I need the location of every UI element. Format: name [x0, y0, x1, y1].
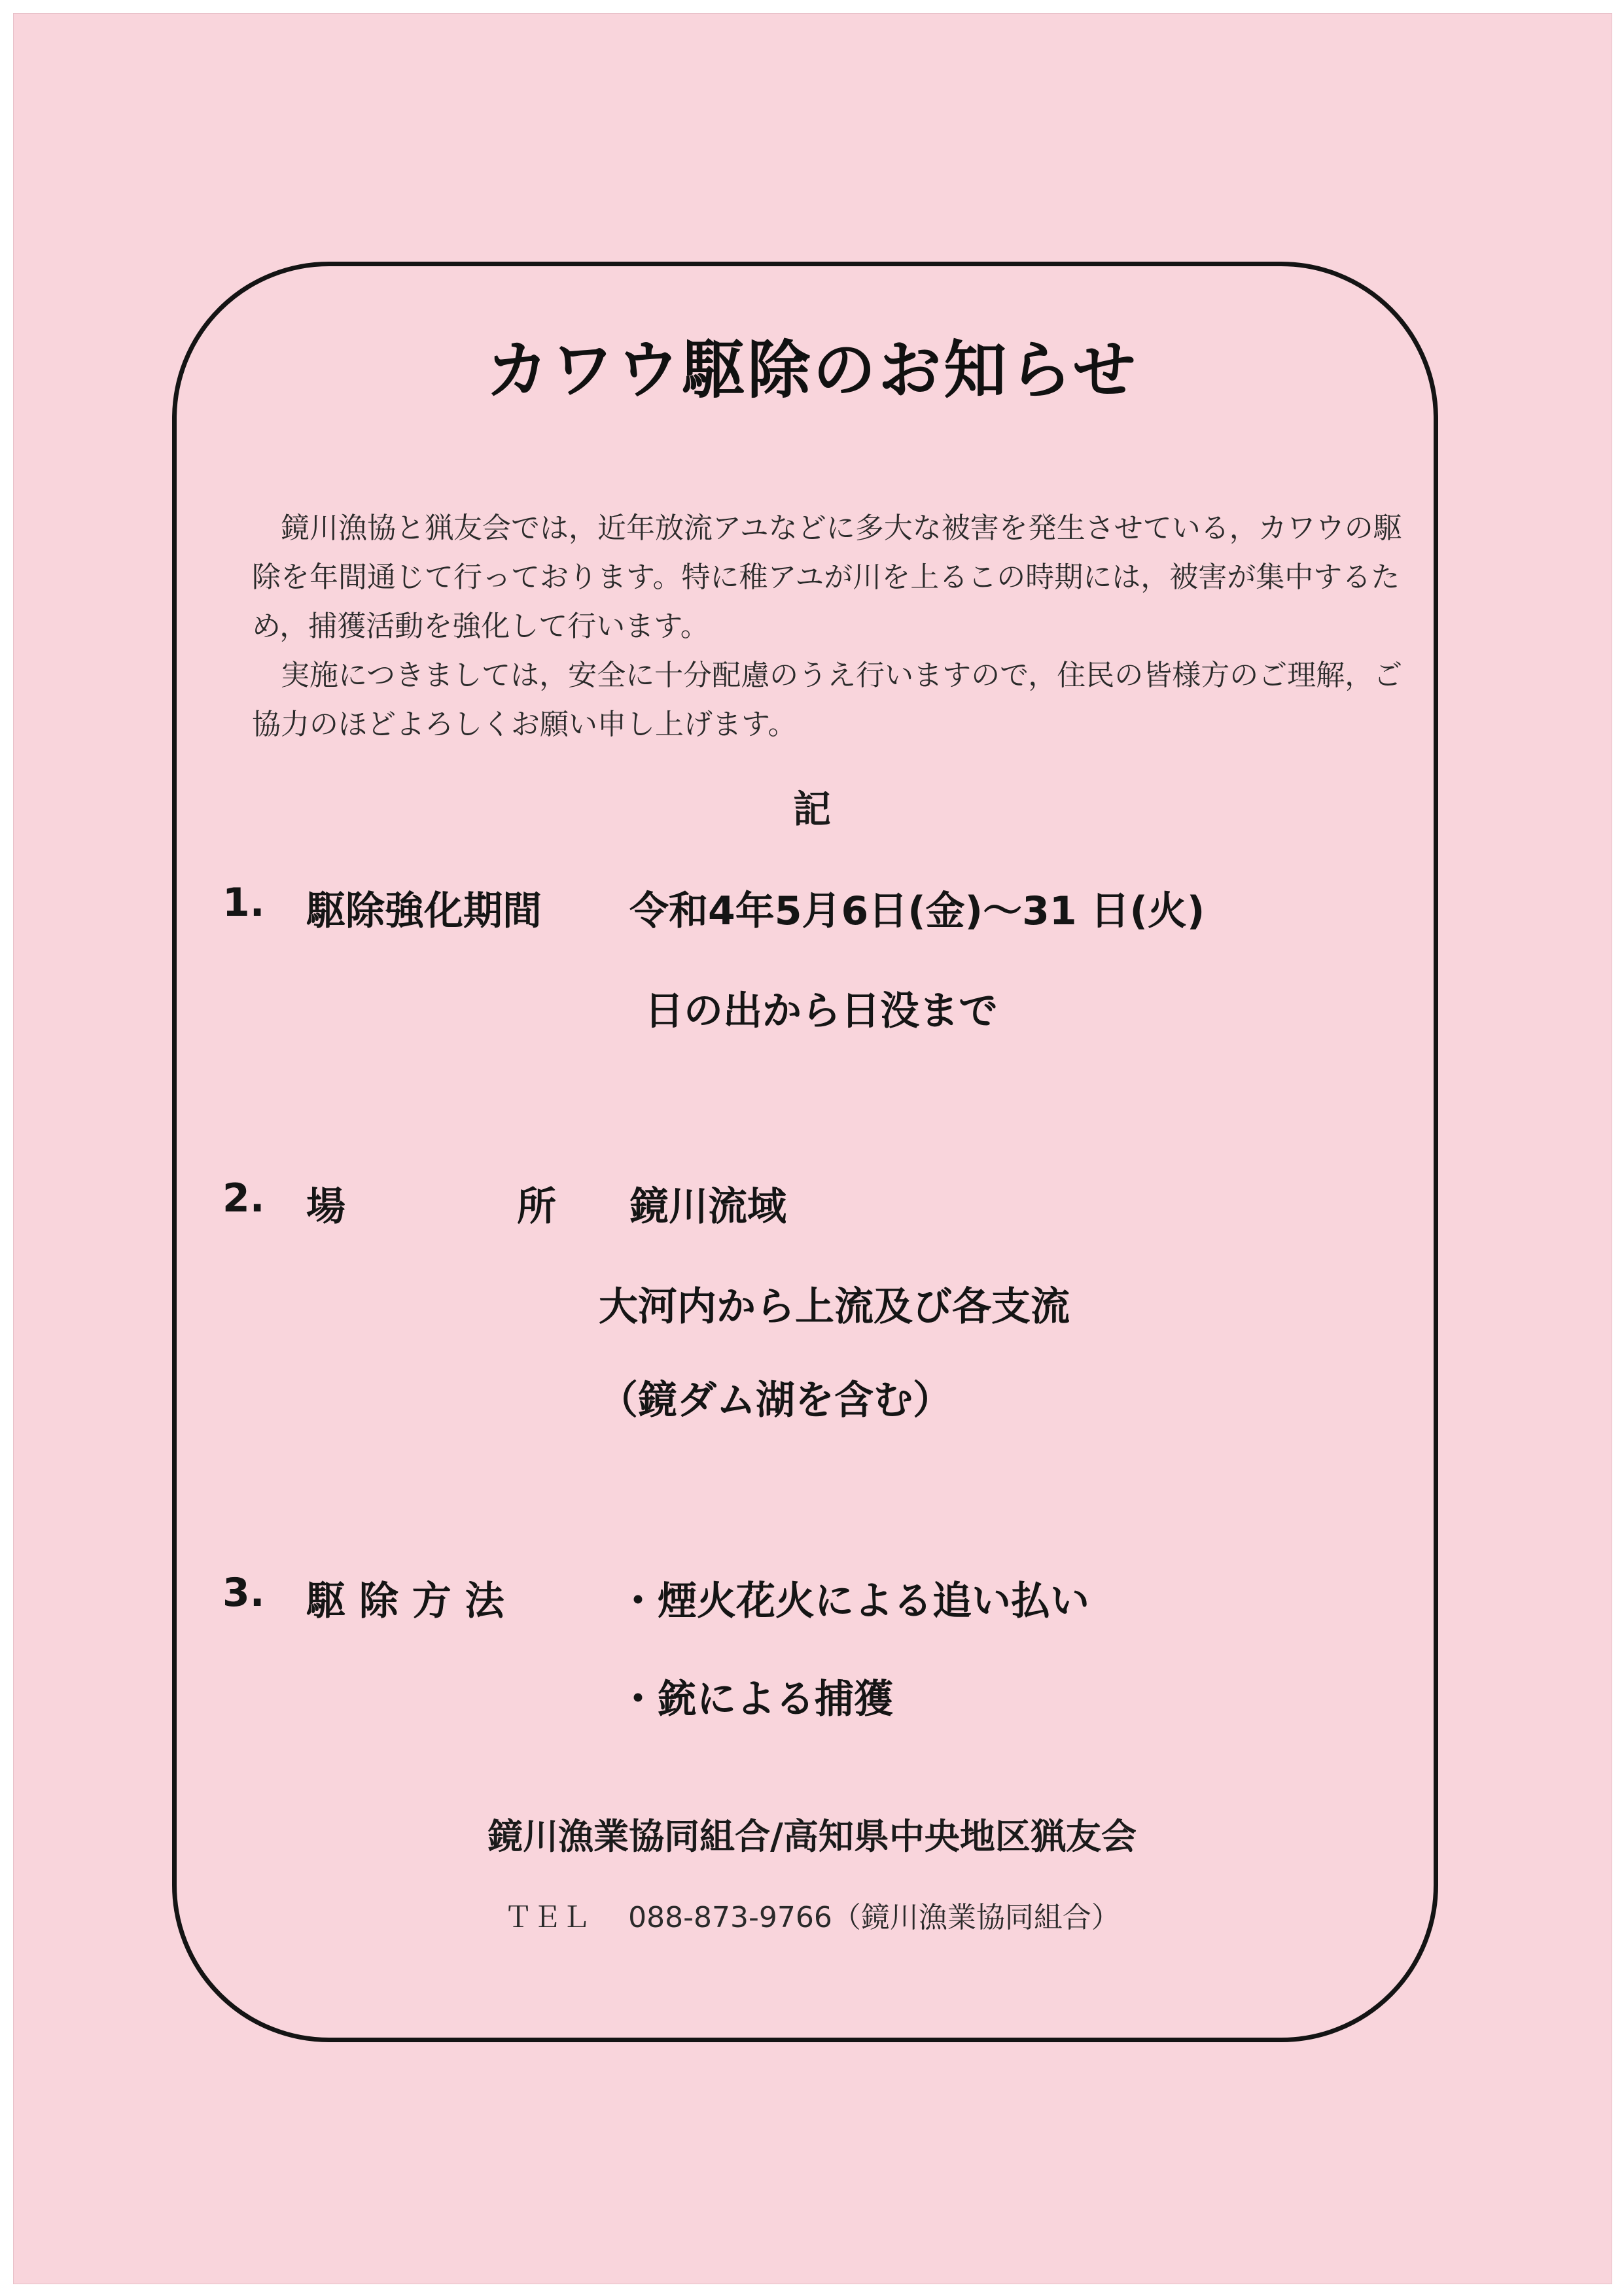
item-3-line-1: ・煙火花火による追い払い [618, 1578, 1089, 1624]
item-3-line-2: ・銃による捕獲 [618, 1677, 893, 1722]
intro-paragraph-2: 実施につきましては，安全に十分配慮のうえ行いますので，住民の皆様方のご理解，ご協力のほどよろしくお願い申し上げます。 [252, 659, 1403, 741]
item-1-label: 駆除強化期間 [306, 888, 542, 934]
intro-paragraph-1: 鏡川漁協と猟友会では，近年放流アユなどに多大な被害を発生させている，カワウの駆除を年間通じて行っております。特に稚アユが川を上るこの時期には，被害が集中するため，捕獲活動を強化して行います。 [252, 512, 1402, 643]
intro-text [252, 504, 1403, 749]
item-2-label-a: 場 [306, 1184, 345, 1230]
item-2-number: 2. [222, 1175, 265, 1221]
ki-heading: 記 [792, 787, 831, 831]
item-3-number: 3. [222, 1570, 265, 1616]
item-3-label: 駆 除 方 法 [306, 1578, 504, 1624]
contact-tel: ＴＥＬ 088-873-9766（鏡川漁業協同組合） [504, 1901, 1120, 1934]
item-1-line-1: 令和4年5月6日(金)～31 日(火) [629, 888, 1205, 934]
item-2-line-1: 鏡川流域 [629, 1184, 786, 1230]
contact-organization: 鏡川漁業協同組合/高知県中央地区猟友会 [487, 1816, 1137, 1857]
item-2-line-2: 大河内から上流及び各支流 [599, 1284, 1070, 1330]
notice-title: カワウ駆除のお知らせ [485, 334, 1139, 407]
item-2-line-3: （鏡ダム湖を含む） [599, 1378, 952, 1423]
item-1-number: 1. [222, 880, 265, 926]
item-1-line-2: 日の出から日没まで [644, 988, 998, 1034]
item-2-label-b: 所 [517, 1184, 556, 1230]
